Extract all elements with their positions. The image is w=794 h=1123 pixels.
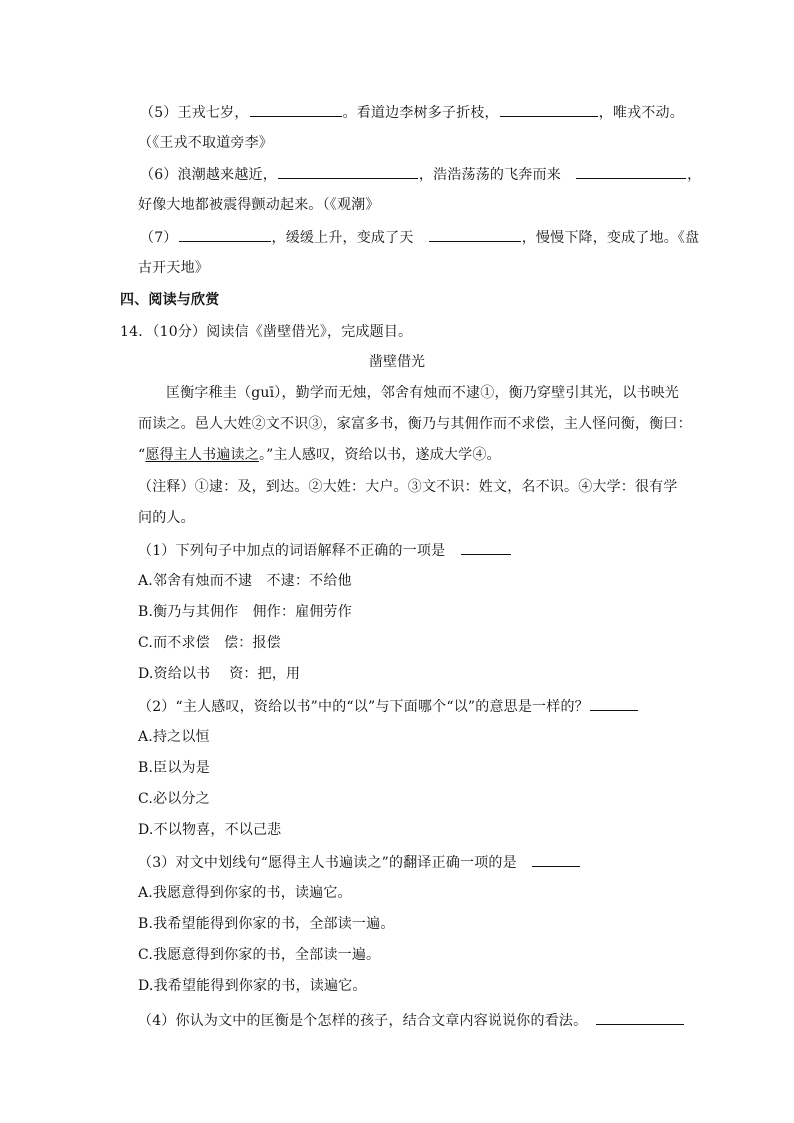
subquestion-3-text: （3）对文中划线句“愿得主人书遍读之”的翻译正确一项的是: [138, 855, 517, 871]
subquestion-2-text: （2）“主人感叹，资给以书”中的“以”与下面哪个“以”的意思是一样的？: [138, 699, 589, 715]
question-6-text-a: 浪潮越来越近，: [177, 167, 277, 183]
answer-blank[interactable]: [179, 227, 271, 242]
subquestion-1: [138, 540, 512, 561]
passage-paragraph-line-2: 而读之。邑人大姓②文不识③，家富多书，衡乃与其佣作而不求偿，主人怪问衡，衡曰：: [138, 416, 692, 432]
option-d: D.不以物喜，不以己悲: [138, 822, 282, 838]
notes-line-1: （注释）①逮：及，到达。②大姓：大户。③文不识：姓文，名不识。④大学：很有学: [138, 479, 678, 495]
subquestion-4: [138, 1010, 685, 1031]
question-7-number: （7）: [140, 230, 178, 246]
question-7-line: [140, 227, 699, 248]
subquestion-2: [138, 696, 639, 717]
question-6-source: 好像大地都被震得颤动起来。（《观潮》: [138, 197, 380, 213]
question-6-text-c: ，: [687, 167, 702, 183]
option-d: D.资给以书 资：把，用: [138, 666, 301, 682]
question-7-source: 古开天地》: [138, 260, 209, 276]
option-a: A.我愿意得到你家的书，读遍它。: [138, 885, 352, 901]
subquestion-3: [138, 852, 581, 873]
subquestion-4-text: （4）你认为文中的匡衡是个怎样的孩子，结合文章内容说说你的看法。: [138, 1013, 581, 1029]
option-a: A.持之以恒: [138, 729, 210, 745]
option-a: A.邻舍有烛而不逮 不逮：不给他: [138, 573, 352, 589]
passage-end: 。”主人感叹，资给以书，遂成大学④。: [258, 447, 501, 463]
underlined-sentence: 愿得主人书遍读之: [145, 447, 259, 463]
question-7-text-b: ，慢慢下降，变成了地。《盘: [521, 230, 700, 246]
answer-blank[interactable]: [278, 164, 418, 179]
question-5-number: （5）: [140, 105, 178, 121]
answer-blank[interactable]: [250, 102, 342, 117]
passage-paragraph-line-3: [138, 445, 501, 465]
section-heading: 四、阅读与欣赏: [120, 292, 220, 308]
option-b: B.臣以为是: [138, 760, 210, 776]
option-b: B.我希望能得到你家的书，全部读一遍。: [138, 916, 395, 932]
answer-blank[interactable]: [461, 540, 511, 555]
question-6-text-b: ，浩浩荡荡的飞奔而来: [418, 167, 561, 183]
question-5-text-c: ，唯戎不动。: [598, 105, 684, 121]
subquestion-1-text: （1）下列句子中加点的词语解释不正确的一项是: [138, 543, 446, 559]
answer-blank[interactable]: [576, 164, 686, 179]
option-b: B.衡乃与其佣作 佣作：雇佣劳作: [138, 604, 352, 620]
question-6-number: （6）: [140, 167, 178, 183]
answer-blank[interactable]: [590, 696, 638, 711]
question-14-intro: 14．（10分）阅读信《凿壁借光》，完成题目。: [120, 324, 413, 340]
question-5-text-a: 王戎七岁，: [177, 105, 249, 121]
answer-blank[interactable]: [429, 227, 521, 242]
question-6-line: [140, 164, 701, 185]
passage-title: 凿壁借光: [369, 354, 425, 370]
option-c: C.而不求偿 偿：报偿: [138, 635, 281, 651]
open-quote: “: [138, 447, 146, 463]
question-5-line: [140, 102, 684, 123]
question-5-text-b: 。看道边李树多子折枝，: [342, 105, 499, 121]
answer-blank[interactable]: [532, 852, 580, 867]
question-5-source: （《王戎不取道旁李》: [138, 135, 273, 151]
option-d: D.我希望能得到你家的书，读遍它。: [138, 978, 367, 994]
option-c: C.必以分之: [138, 791, 210, 807]
answer-blank[interactable]: [596, 1010, 684, 1025]
option-c: C.我愿意得到你家的书，全部读一遍。: [138, 947, 381, 963]
question-7-text-a: ，缓缓上升，变成了天: [271, 230, 414, 246]
answer-blank[interactable]: [500, 102, 598, 117]
passage-paragraph-line-1: 匡衡字稚圭（guī），勤学而无烛，邻舍有烛而不逮①，衡乃穿壁引其光，以书映光: [166, 385, 680, 401]
notes-line-2: 问的人。: [138, 510, 195, 526]
